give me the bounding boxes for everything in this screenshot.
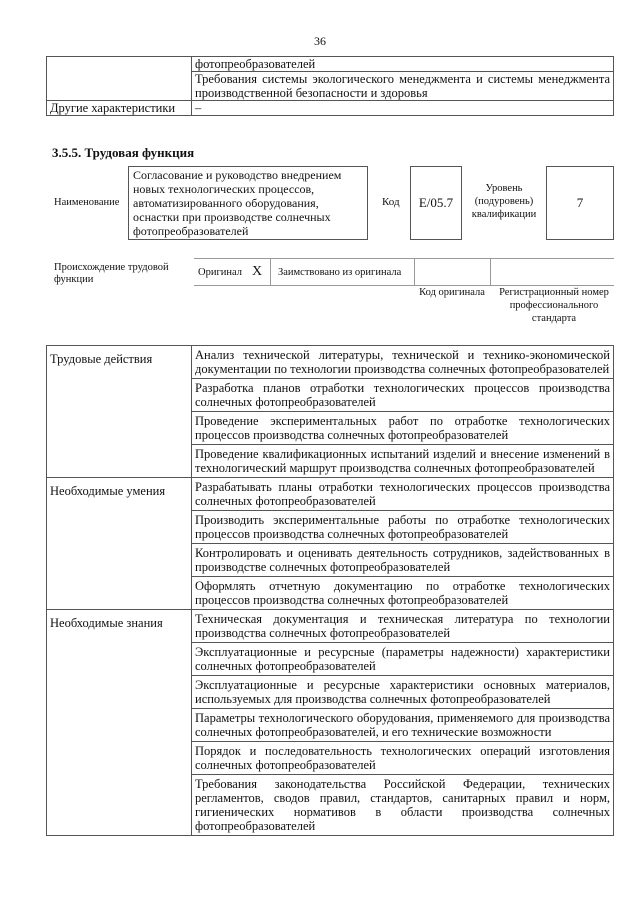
level-label: Уровень (подуровень) квалификации	[471, 183, 537, 220]
code-label: Код	[382, 196, 400, 208]
row-value: Требования системы экологического менеджмента и системы менеджмента производственной безопасности и здоровья	[192, 72, 614, 101]
function-details-table	[46, 345, 614, 836]
origin-row	[194, 258, 614, 286]
list-item: Оформлять отчетную документацию по отработке технологических процессов производства солнечных фотопреобразователей	[192, 577, 614, 610]
original-mark: X	[252, 264, 263, 279]
table-row	[47, 101, 614, 116]
list-item: Требования законодательства Российской Федерации, технических регламентов, сводов правил, стандартов, санитарных правил и норм, гигиенических нормативов в области производства солнечных фотопреобразователей	[192, 775, 614, 836]
list-item: Контролировать и оценивать деятельность сотрудников, задействованных в производстве солнечных фотопреобразователей	[192, 544, 614, 577]
list-item: Разработка планов отработки технологических процессов производства солнечных фотопреобразователей	[192, 379, 614, 412]
level-value: 7	[546, 166, 614, 240]
section-title: 3.5.5. Трудовая функция	[52, 145, 195, 160]
row-value: –	[192, 101, 614, 116]
list-item: Анализ технической литературы, технической и технико-экономической документации по технологии производства солнечных фотопреобразователей	[192, 346, 614, 379]
function-name: Согласование и руководство внедрением новых технологических процессов, автоматизированного оборудования, оснастки при производстве солнечных фотопреобразователей	[128, 166, 368, 240]
labor-actions-label: Трудовые действия	[47, 346, 192, 478]
code-original-label: Код оригинала	[419, 287, 485, 298]
list-item: Проведение экспериментальных работ по отработке технологических процессов производства солнечных фотопреобразователей	[192, 412, 614, 445]
code-value: E/05.7	[410, 166, 462, 240]
name-label: Наименование	[54, 197, 120, 208]
row-value: фотопреобразователей	[192, 57, 614, 72]
table-row	[47, 346, 614, 379]
knowledge-label: Необходимые знания	[47, 610, 192, 836]
list-item: Проведение квалификационных испытаний изделий и внесение изменений в технологический маршрут производства солнечных фотопреобразователей	[192, 445, 614, 478]
list-item: Производить экспериментальные работы по отработке технологических процессов производства солнечных фотопреобразователей	[192, 511, 614, 544]
list-item: Эксплуатационные и ресурсные (параметры надежности) характеристики солнечных фотопреобразователей	[192, 643, 614, 676]
borrowed-label: Заимствовано из оригинала	[278, 266, 402, 278]
origin-label: Происхождение трудовой функции	[54, 262, 169, 285]
list-item: Разрабатывать планы отработки технологических процессов производства солнечных фотопреобразователей	[192, 478, 614, 511]
list-item: Техническая документация и техническая литература по технологии производства солнечных фотопреобразователей	[192, 610, 614, 643]
row-label: Другие характеристики	[47, 101, 192, 116]
list-item: Порядок и последовательность технологических операций изготовления солнечных фотопреобразователей	[192, 742, 614, 775]
top-continuation-table	[46, 56, 614, 116]
page-number: 36	[314, 34, 326, 48]
reg-number-label: Регистрационный номер профессионального стандарта	[499, 287, 609, 324]
table-row	[47, 57, 614, 72]
table-row	[47, 610, 614, 643]
skills-label: Необходимые умения	[47, 478, 192, 610]
list-item: Параметры технологического оборудования, применяемого для производства солнечных фотопреобразователей, и его технические возможности	[192, 709, 614, 742]
original-label: Оригинал	[198, 266, 242, 278]
list-item: Эксплуатационные и ресурсные характеристики основных материалов, используемых для производства солнечных фотопреобразователей	[192, 676, 614, 709]
table-row	[47, 478, 614, 511]
row-label	[47, 57, 192, 101]
